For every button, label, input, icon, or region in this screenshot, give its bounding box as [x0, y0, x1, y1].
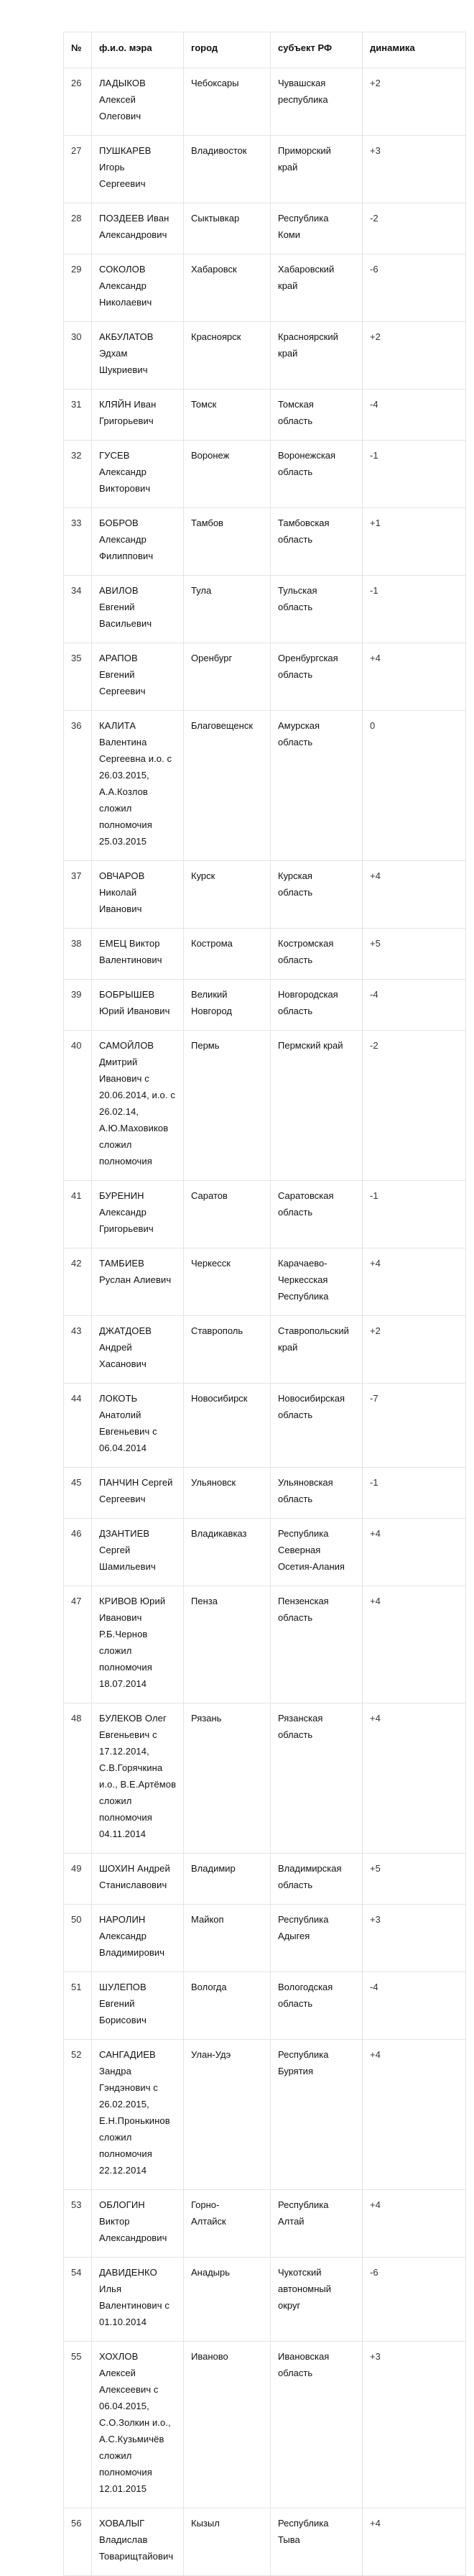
row-city: Анадырь: [184, 2258, 271, 2342]
row-city: Хабаровск: [184, 254, 271, 322]
table-row: [64, 576, 466, 643]
row-mayor-name: КЛЯЙН Иван Григорьевич: [92, 390, 184, 441]
table-row: [64, 711, 466, 861]
row-city: Тула: [184, 576, 271, 643]
row-city: Владикавказ: [184, 1519, 271, 1586]
row-subject: Тамбовская область: [271, 508, 363, 576]
row-city: Рязань: [184, 1703, 271, 1854]
row-num: 34: [64, 576, 92, 643]
row-subject: Карачаево- Черкесская Республика: [271, 1248, 363, 1316]
row-subject: Республика Северная Осетия-Алания: [271, 1519, 363, 1586]
row-dynamics: -4: [363, 980, 466, 1031]
row-dynamics: +4: [363, 1586, 466, 1703]
row-dynamics: -6: [363, 254, 466, 322]
row-subject: Ивановская область: [271, 2342, 363, 2508]
row-city: Кострома: [184, 929, 271, 980]
row-subject: Оренбургская область: [271, 643, 363, 711]
row-dynamics: +2: [363, 68, 466, 136]
row-mayor-name: ПАНЧИН Сергей Сергеевич: [92, 1468, 184, 1519]
row-mayor-name: ДЖАТДОЕВ Андрей Хасанович: [92, 1316, 184, 1384]
row-subject: Республика Бурятия: [271, 2040, 363, 2190]
row-dynamics: +4: [363, 2040, 466, 2190]
row-subject: Пензенская область: [271, 1586, 363, 1703]
row-mayor-name: ДАВИДЕНКО Илья Валентинович с 01.10.2014: [92, 2258, 184, 2342]
row-city: Черкесск: [184, 1248, 271, 1316]
row-subject: Республика Тыва: [271, 2508, 363, 2576]
table-row: [64, 1586, 466, 1703]
mayors-rating-table: [63, 32, 466, 2576]
header-dynamics: динамика: [363, 32, 466, 68]
row-num: 49: [64, 1854, 92, 1905]
row-num: 47: [64, 1586, 92, 1703]
row-city: Великий Новгород: [184, 980, 271, 1031]
row-num: 42: [64, 1248, 92, 1316]
table-row: [64, 254, 466, 322]
row-mayor-name: АКБУЛАТОВ Эдхам Шукриевич: [92, 322, 184, 390]
row-city: Новосибирск: [184, 1384, 271, 1468]
row-mayor-name: СОКОЛОВ Александр Николаевич: [92, 254, 184, 322]
row-dynamics: +1: [363, 508, 466, 576]
row-city: Кызыл: [184, 2508, 271, 2576]
row-subject: Республика Алтай: [271, 2190, 363, 2258]
row-num: 35: [64, 643, 92, 711]
row-dynamics: +3: [363, 1905, 466, 1972]
table-header: [64, 32, 466, 68]
row-mayor-name: АРАПОВ Евгений Сергеевич: [92, 643, 184, 711]
row-subject: Рязанская область: [271, 1703, 363, 1854]
row-city: Сыктывкар: [184, 203, 271, 254]
table-row: [64, 861, 466, 929]
row-mayor-name: ПУШКАРЕВ Игорь Сергеевич: [92, 136, 184, 203]
row-mayor-name: ШУЛЕПОВ Евгений Борисович: [92, 1972, 184, 2040]
row-num: 52: [64, 2040, 92, 2190]
table-row: [64, 441, 466, 508]
row-mayor-name: НАРОЛИН Александр Владимирович: [92, 1905, 184, 1972]
row-dynamics: +4: [363, 2190, 466, 2258]
table-row: [64, 203, 466, 254]
row-dynamics: +5: [363, 1854, 466, 1905]
row-city: Улан-Удэ: [184, 2040, 271, 2190]
table-row: [64, 390, 466, 441]
row-subject: Вологодская область: [271, 1972, 363, 2040]
row-num: 50: [64, 1905, 92, 1972]
row-num: 32: [64, 441, 92, 508]
row-dynamics: -1: [363, 1468, 466, 1519]
row-mayor-name: ХОВАЛЫГ Владислав Товарищтайович: [92, 2508, 184, 2576]
row-num: 39: [64, 980, 92, 1031]
row-city: Благовещенск: [184, 711, 271, 861]
row-city: Оренбург: [184, 643, 271, 711]
row-dynamics: -7: [363, 1384, 466, 1468]
row-mayor-name: БОБРЫШЕВ Юрий Иванович: [92, 980, 184, 1031]
row-dynamics: +2: [363, 322, 466, 390]
row-city: Горно- Алтайск: [184, 2190, 271, 2258]
row-subject: Новосибирская область: [271, 1384, 363, 1468]
row-dynamics: +2: [363, 1316, 466, 1384]
row-city: Владимир: [184, 1854, 271, 1905]
row-city: Саратов: [184, 1181, 271, 1248]
row-dynamics: +3: [363, 136, 466, 203]
row-city: Курск: [184, 861, 271, 929]
row-num: 45: [64, 1468, 92, 1519]
row-dynamics: -2: [363, 1031, 466, 1181]
row-num: 46: [64, 1519, 92, 1586]
row-dynamics: -1: [363, 1181, 466, 1248]
row-dynamics: 0: [363, 711, 466, 861]
header-num: №: [64, 32, 92, 68]
row-subject: Ставропольский край: [271, 1316, 363, 1384]
table-row: [64, 1519, 466, 1586]
row-num: 37: [64, 861, 92, 929]
row-subject: Саратовская область: [271, 1181, 363, 1248]
row-mayor-name: САМОЙЛОВ Дмитрий Иванович с 20.06.2014, и.о. с 26.02.14, А.Ю.Маховиков сложил полномочия: [92, 1031, 184, 1181]
row-dynamics: -4: [363, 1972, 466, 2040]
row-num: 54: [64, 2258, 92, 2342]
table-row: [64, 2508, 466, 2576]
row-mayor-name: ОВЧАРОВ Николай Иванович: [92, 861, 184, 929]
row-city: Владивосток: [184, 136, 271, 203]
row-subject: Красноярский край: [271, 322, 363, 390]
row-dynamics: -6: [363, 2258, 466, 2342]
row-subject: Томская область: [271, 390, 363, 441]
table-row: [64, 643, 466, 711]
row-city: Пенза: [184, 1586, 271, 1703]
table-row: [64, 1384, 466, 1468]
table-row: [64, 1468, 466, 1519]
row-num: 40: [64, 1031, 92, 1181]
row-num: 48: [64, 1703, 92, 1854]
row-num: 36: [64, 711, 92, 861]
row-dynamics: +4: [363, 1519, 466, 1586]
row-mayor-name: ТАМБИЕВ Руслан Алиевич: [92, 1248, 184, 1316]
row-city: Красноярск: [184, 322, 271, 390]
table-row: [64, 1854, 466, 1905]
row-mayor-name: КАЛИТА Валентина Сергеевна и.о. с 26.03.2015, А.А.Козлов сложил полномочия 25.03.2015: [92, 711, 184, 861]
row-subject: Курская область: [271, 861, 363, 929]
row-num: 56: [64, 2508, 92, 2576]
row-subject: Владимирская область: [271, 1854, 363, 1905]
row-subject: Республика Коми: [271, 203, 363, 254]
row-subject: Приморский край: [271, 136, 363, 203]
row-mayor-name: КРИВОВ Юрий Иванович Р.Б.Чернов сложил полномочия 18.07.2014: [92, 1586, 184, 1703]
row-mayor-name: ГУСЕВ Александр Викторович: [92, 441, 184, 508]
row-subject: Хабаровский край: [271, 254, 363, 322]
row-mayor-name: АВИЛОВ Евгений Васильевич: [92, 576, 184, 643]
row-subject: Новгородская область: [271, 980, 363, 1031]
row-city: Вологда: [184, 1972, 271, 2040]
header-name: ф.и.о. мэра: [92, 32, 184, 68]
row-mayor-name: ЛАДЫКОВ Алексей Олегович: [92, 68, 184, 136]
row-city: Воронеж: [184, 441, 271, 508]
row-num: 53: [64, 2190, 92, 2258]
header-city: город: [184, 32, 271, 68]
row-mayor-name: БУЛЕКОВ Олег Евгеньевич с 17.12.2014, С.В.Горячкина и.о., В.Е.Артёмов сложил полномочия 04.11.2014: [92, 1703, 184, 1854]
row-city: Тамбов: [184, 508, 271, 576]
row-num: 27: [64, 136, 92, 203]
row-subject: Республика Адыгея: [271, 1905, 363, 1972]
table-row: [64, 2342, 466, 2508]
table-row: [64, 508, 466, 576]
row-subject: Амурская область: [271, 711, 363, 861]
row-city: Ульяновск: [184, 1468, 271, 1519]
row-subject: Ульяновская область: [271, 1468, 363, 1519]
row-num: 30: [64, 322, 92, 390]
row-dynamics: +4: [363, 861, 466, 929]
row-num: 33: [64, 508, 92, 576]
row-subject: Воронежская область: [271, 441, 363, 508]
row-num: 43: [64, 1316, 92, 1384]
table-row: [64, 1181, 466, 1248]
row-subject: Пермский край: [271, 1031, 363, 1181]
table-row: [64, 2040, 466, 2190]
row-dynamics: -4: [363, 390, 466, 441]
table-row: [64, 1316, 466, 1384]
row-city: Иваново: [184, 2342, 271, 2508]
row-mayor-name: САНГАДИЕВ Зандра Гэндэнович с 26.02.2015, Е.Н.Пронькинов сложил полномочия 22.12.2014: [92, 2040, 184, 2190]
row-dynamics: +5: [363, 929, 466, 980]
table-row: [64, 1905, 466, 1972]
table-row: [64, 1972, 466, 2040]
row-dynamics: -1: [363, 576, 466, 643]
row-num: 38: [64, 929, 92, 980]
table-row: [64, 1703, 466, 1854]
row-num: 51: [64, 1972, 92, 2040]
table-row: [64, 68, 466, 136]
row-mayor-name: БОБРОВ Александр Филиппович: [92, 508, 184, 576]
row-subject: Тульская область: [271, 576, 363, 643]
row-mayor-name: ПОЗДЕЕВ Иван Александрович: [92, 203, 184, 254]
row-mayor-name: ШОХИН Андрей Станиславович: [92, 1854, 184, 1905]
table-row: [64, 322, 466, 390]
row-subject: Чувашская республика: [271, 68, 363, 136]
row-mayor-name: ХОХЛОВ Алексей Алексеевич с 06.04.2015, С.О.Золкин и.о., А.С.Кузьмичёв сложил полномочия 12.01.2015: [92, 2342, 184, 2508]
row-num: 55: [64, 2342, 92, 2508]
header-row: [64, 32, 466, 68]
row-mayor-name: БУРЕНИН Александр Григорьевич: [92, 1181, 184, 1248]
table-row: [64, 929, 466, 980]
row-num: 29: [64, 254, 92, 322]
table-body: [64, 68, 466, 2576]
row-dynamics: -2: [363, 203, 466, 254]
table-row: [64, 2190, 466, 2258]
row-num: 41: [64, 1181, 92, 1248]
row-dynamics: +4: [363, 1703, 466, 1854]
header-subject: субъект РФ: [271, 32, 363, 68]
table-row: [64, 2258, 466, 2342]
row-num: 28: [64, 203, 92, 254]
row-num: 31: [64, 390, 92, 441]
table-row: [64, 136, 466, 203]
row-num: 26: [64, 68, 92, 136]
row-mayor-name: ОБЛОГИН Виктор Александрович: [92, 2190, 184, 2258]
table-row: [64, 1248, 466, 1316]
table-row: [64, 980, 466, 1031]
row-dynamics: +4: [363, 1248, 466, 1316]
row-mayor-name: ЕМЕЦ Виктор Валентинович: [92, 929, 184, 980]
row-num: 44: [64, 1384, 92, 1468]
table-row: [64, 1031, 466, 1181]
row-city: Томск: [184, 390, 271, 441]
row-dynamics: +4: [363, 2508, 466, 2576]
row-subject: Костромская область: [271, 929, 363, 980]
row-dynamics: +4: [363, 643, 466, 711]
row-mayor-name: ЛОКОТЬ Анатолий Евгеньевич с 06.04.2014: [92, 1384, 184, 1468]
row-city: Ставрополь: [184, 1316, 271, 1384]
row-mayor-name: ДЗАНТИЕВ Сергей Шамильевич: [92, 1519, 184, 1586]
row-subject: Чукотский автономный округ: [271, 2258, 363, 2342]
row-city: Чебоксары: [184, 68, 271, 136]
row-city: Майкоп: [184, 1905, 271, 1972]
row-dynamics: +3: [363, 2342, 466, 2508]
row-dynamics: -1: [363, 441, 466, 508]
row-city: Пермь: [184, 1031, 271, 1181]
